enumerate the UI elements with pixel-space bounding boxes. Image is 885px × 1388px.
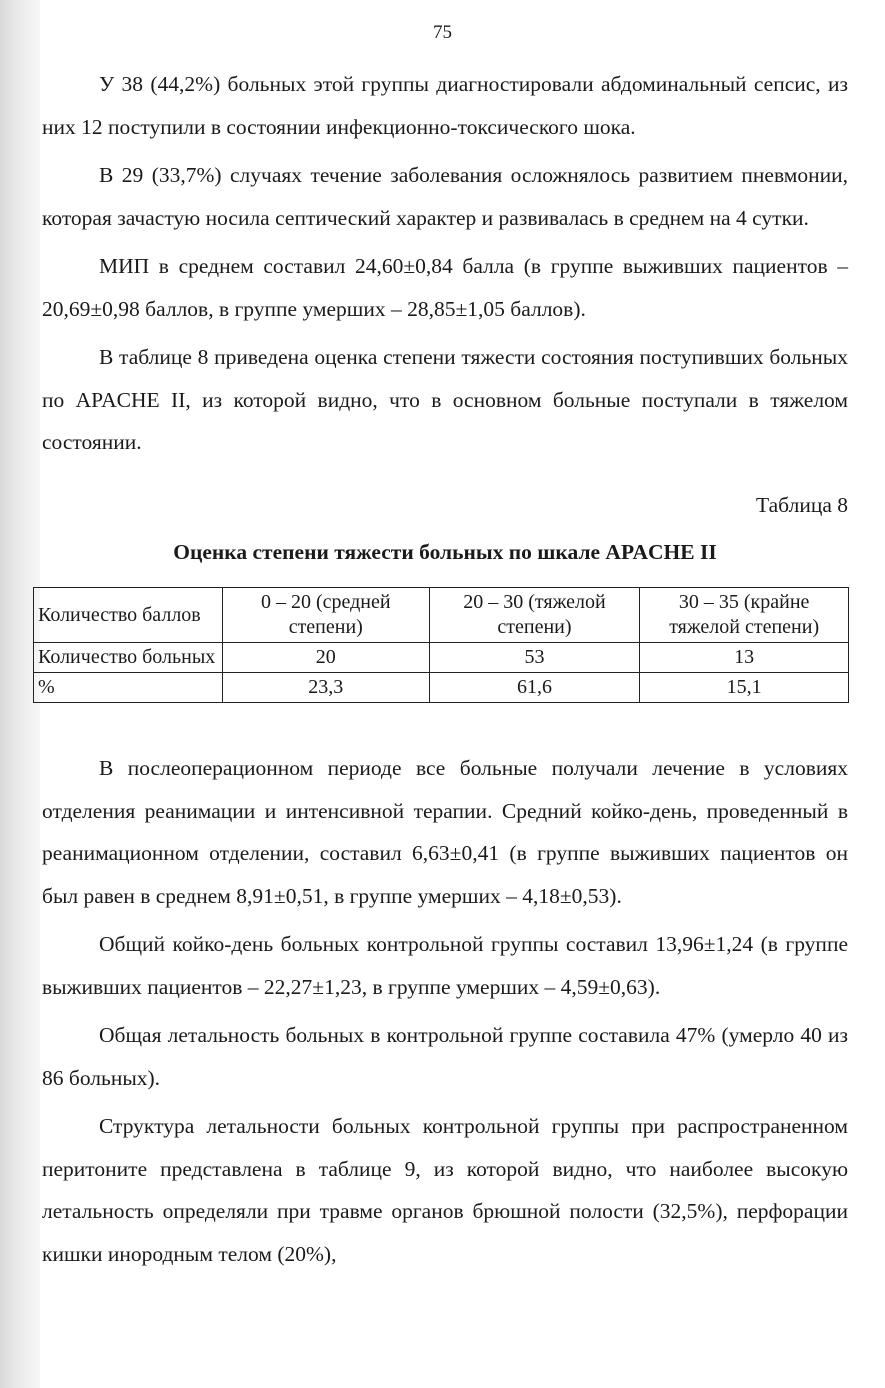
header-cell: 30 – 35 (крайне тяжелой степени)	[640, 588, 849, 643]
paragraph-mip: МИП в среднем составил 24,60±0,84 балла (в группе выживших пациентов – 20,69±0,98 баллов, в группе умерших – 28,85±1,05 баллов).	[42, 254, 848, 321]
table-header-row	[34, 588, 849, 643]
paragraph-icu-stay: В послеоперационном периоде все больные получали лечение в условиях отделения реанимации и интенсивной терапии. Средний койко-день, проведенный в реанимационном отделении, составил 6,63±0,41 (в группе выживших пациентов он был равен в среднем 8,91±0,51, в группе умерших – 4,18±0,53).	[42, 756, 848, 908]
table-cell: 13	[640, 643, 849, 673]
page-number: 75	[433, 22, 452, 43]
row-label-cell: %	[34, 673, 223, 703]
table-cell: 15,1	[640, 673, 849, 703]
table-cell: 53	[429, 643, 640, 673]
paragraph-pneumonia: В 29 (33,7%) случаях течение заболевания осложнялось развитием пневмонии, которая зачастую носила септический характер и развивалась в среднем на 4 сутки.	[42, 163, 848, 230]
paragraph-table-intro: В таблице 8 приведена оценка степени тяжести состояния поступивших больных по APACHE II, из которой видно, что в основном больные поступали в тяжелом состоянии.	[42, 345, 848, 454]
text-block-top	[42, 63, 848, 464]
table-cell: 61,6	[429, 673, 640, 703]
header-label-cell: Количество баллов	[34, 588, 223, 643]
paragraph-mortality-structure: Структура летальности больных контрольной группы при распространенном перитоните представлена в таблице 9, из которой видно, что наиболее высокую летальность определяли при травме органов брюшной полости (32,5%), перфорации кишки инородным телом (20%),	[42, 1114, 848, 1266]
table-row	[34, 673, 849, 703]
text-block-bottom	[42, 747, 848, 1275]
paragraph-sepsis: У 38 (44,2%) больных этой группы диагностировали абдоминальный сепсис, из них 12 поступили в состоянии инфекционно-токсического шока.	[42, 72, 848, 139]
table-caption: Таблица 8	[756, 493, 848, 517]
table-cell: 23,3	[222, 673, 429, 703]
paragraph-mortality: Общая летальность больных в контрольной группе составила 47% (умерло 40 из 86 больных).	[42, 1023, 848, 1090]
paragraph-total-stay: Общий койко-день больных контрольной группы составил 13,96±1,24 (в группе выживших пациентов – 22,27±1,23, в группе умерших – 4,59±0,63).	[42, 932, 848, 999]
row-label-cell: Количество больных	[34, 643, 223, 673]
table-title: Оценка степени тяжести больных по шкале APACHE II	[173, 540, 717, 564]
table-row	[34, 643, 849, 673]
table-cell: 20	[222, 643, 429, 673]
header-cell: 20 – 30 (тяжелой степени)	[429, 588, 640, 643]
header-cell: 0 – 20 (средней степени)	[222, 588, 429, 643]
apache-table	[33, 587, 849, 703]
